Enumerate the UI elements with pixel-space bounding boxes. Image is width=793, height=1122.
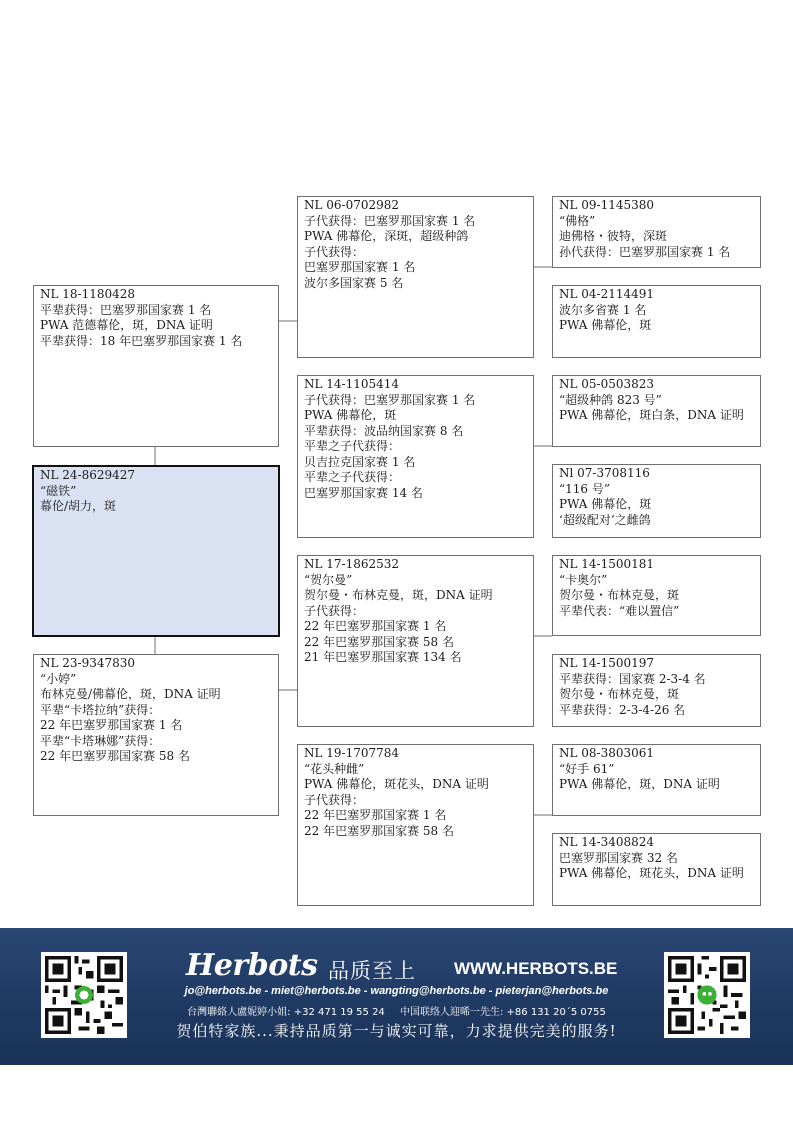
ring-number: NL 09-1145380 xyxy=(559,198,655,212)
contact-china: 中国联络人迎晞一先生: +86 131 20´5 0755 xyxy=(400,1007,606,1018)
ring-number: NL 08-3803061 xyxy=(559,746,655,760)
pedigree-line: 平辈之子代获得： xyxy=(304,439,401,453)
pedigree-line: 巴塞罗那国家赛 14 名 xyxy=(304,485,423,500)
ggp-card-5 xyxy=(552,555,761,636)
pedigree-line: PWA 佛幕伦，斑，DNA 证明 xyxy=(559,777,720,791)
pedigree-line: 平辈获得：国家赛 2-3-4 名 xyxy=(559,671,706,686)
ggp-card-6 xyxy=(552,654,761,727)
website-link[interactable]: WWW.HERBOTS.BE xyxy=(454,959,618,978)
pedigree-line: PWA 佛幕伦，斑花头，DNA 证明 xyxy=(304,777,489,791)
dam-sire-card xyxy=(297,555,534,727)
pedigree-line: 22 年巴塞罗那国家赛 1 名 xyxy=(40,718,183,732)
pedigree-line: PWA 佛幕伦，斑花头，DNA 证明 xyxy=(559,866,744,880)
ggp-card-2 xyxy=(552,285,761,358)
pedigree-line: 22 年巴塞罗那国家赛 1 名 xyxy=(304,808,447,822)
pedigree-line: PWA 佛幕伦，斑 xyxy=(559,318,652,332)
pedigree-line: 平辈获得：波品纳国家赛 8 名 xyxy=(304,423,464,438)
pedigree-line: 22 年巴塞罗那国家赛 58 名 xyxy=(304,634,454,649)
ring-number: NL 23-9347830 xyxy=(40,656,136,670)
pedigree-line: “116 号” xyxy=(559,481,610,496)
pedigree-line: 21 年巴塞罗那国家赛 134 名 xyxy=(304,650,462,664)
pedigree-line: “佛格” xyxy=(559,213,596,228)
pedigree-line: 迪佛格・彼特，深斑 xyxy=(559,229,668,243)
pedigree-line: 平辈获得：巴塞罗那国家赛 1 名 xyxy=(40,302,212,317)
pedigree-line: “小婷” xyxy=(40,671,77,686)
pedigree-line: 子代获得： xyxy=(304,603,365,618)
pedigree-line: 贝吉拉克国家赛 1 名 xyxy=(304,454,416,469)
pedigree-line: 平辈获得：18 年巴塞罗那国家赛 1 名 xyxy=(40,333,243,348)
pedigree-line: 巴塞罗那国家赛 1 名 xyxy=(304,260,416,274)
brand-row xyxy=(186,948,626,988)
contact-taiwan: 台灣聯絡人盧妮婷小姐: +32 471 19 55 24 xyxy=(187,1007,385,1018)
ring-number: NL 14-1105414 xyxy=(304,377,400,391)
pedigree-line: 平辈“卡塔琳娜”获得： xyxy=(40,733,161,748)
ring-number: NL 06-0702982 xyxy=(304,198,400,212)
pedigree-line: 孙代获得：巴塞罗那国家赛 1 名 xyxy=(559,244,731,259)
pedigree-line: 22 年巴塞罗那国家赛 58 名 xyxy=(40,749,190,763)
brand-slogan: 品质至上 xyxy=(328,959,416,983)
pedigree-line: 贺尔曼・布林克曼，斑，DNA 证明 xyxy=(304,588,493,602)
pedigree-line: 布林克曼/佛幕伦，斑，DNA 证明 xyxy=(40,687,221,701)
sire-card xyxy=(33,285,279,447)
pedigree-line: “磁铁” xyxy=(40,483,77,498)
email-list[interactable]: jo@herbots.be - miet@herbots.be - wangting@herbots.be - pieterjan@herbots.be xyxy=(184,985,609,997)
ring-number: NL 05-0503823 xyxy=(559,377,655,391)
pedigree-line: 幕伦/胡力，斑 xyxy=(40,499,117,513)
ring-number: NL 14-3408824 xyxy=(559,835,655,849)
sire-dam-card xyxy=(297,375,534,538)
pedigree-line: 子代获得： xyxy=(304,244,365,259)
dam-card xyxy=(33,654,279,816)
ggp-card-8 xyxy=(552,833,761,906)
ring-number: NL 17-1862532 xyxy=(304,557,400,571)
pedigree-line: 贺尔曼・布林克曼，斑 xyxy=(559,687,680,701)
ring-number: NL 24-8629427 xyxy=(40,468,136,482)
pedigree-line: PWA 佛幕伦，深斑，超级种鸽 xyxy=(304,229,469,243)
pedigree-line: 平辈获得：2-3-4-26 名 xyxy=(559,702,686,717)
pedigree-line: PWA 佛幕伦，斑 xyxy=(559,497,652,511)
ggp-card-7 xyxy=(552,744,761,816)
pedigree-line: 子代获得： xyxy=(304,792,365,807)
pedigree-line: PWA 佛幕伦，斑 xyxy=(304,408,397,422)
brand-logo: Herbots xyxy=(186,948,318,983)
pedigree-line: 22 年巴塞罗那国家赛 58 名 xyxy=(304,823,454,838)
qr-code-right-icon xyxy=(664,952,750,1038)
ring-number: NL 18-1180428 xyxy=(40,287,136,301)
pedigree-line: 子代获得：巴塞罗那国家赛 1 名 xyxy=(304,213,476,228)
ring-number: NL 14-1500197 xyxy=(559,656,655,670)
pedigree-line: “好手 61” xyxy=(559,761,615,776)
pedigree-line: ‘超级配对’之雌鸽 xyxy=(559,512,651,527)
ring-number: NL 14-1500181 xyxy=(559,557,655,571)
pedigree-line: 波尔多国家赛 5 名 xyxy=(304,275,404,290)
pedigree-line: 巴塞罗那国家赛 32 名 xyxy=(559,850,678,865)
pedigree-line: 22 年巴塞罗那国家赛 1 名 xyxy=(304,619,447,633)
ring-number: NL 04-2114491 xyxy=(559,287,655,301)
footer-tagline: 贺伯特家族...秉持品质第一与诚实可靠，力求提供完美的服务! xyxy=(176,1022,617,1040)
pedigree-line: “贺尔曼” xyxy=(304,572,353,587)
ring-number: NL 19-1707784 xyxy=(304,746,400,760)
sire-sire-card xyxy=(297,196,534,358)
footer-banner xyxy=(0,928,793,1065)
dam-dam-card xyxy=(297,744,534,906)
subject-card xyxy=(32,465,280,637)
pedigree-line: “超级种鸽 823 号” xyxy=(559,392,662,407)
ggp-card-1 xyxy=(552,196,761,268)
ggp-card-4 xyxy=(552,464,761,538)
pedigree-line: 平辈“卡塔拉纳”获得： xyxy=(40,702,161,717)
ring-number: Nl 07-3708116 xyxy=(559,466,650,480)
pedigree-line: 贺尔曼・布林克曼，斑 xyxy=(559,588,680,602)
pedigree-line: 平辈代表：“难以置信” xyxy=(559,603,680,618)
pedigree-line: 波尔多省赛 1 名 xyxy=(559,302,647,317)
pedigree-line: “卡奥尔” xyxy=(559,572,608,587)
ggp-card-3 xyxy=(552,375,761,447)
pedigree-line: 平辈之子代获得： xyxy=(304,470,401,484)
pedigree-line: “花头种雌” xyxy=(304,761,365,776)
pedigree-line: PWA 佛幕伦，斑白条，DNA 证明 xyxy=(559,408,744,422)
pedigree-line: PWA 范德幕伦，斑，DNA 证明 xyxy=(40,318,213,332)
pedigree-line: 子代获得：巴塞罗那国家赛 1 名 xyxy=(304,392,476,407)
